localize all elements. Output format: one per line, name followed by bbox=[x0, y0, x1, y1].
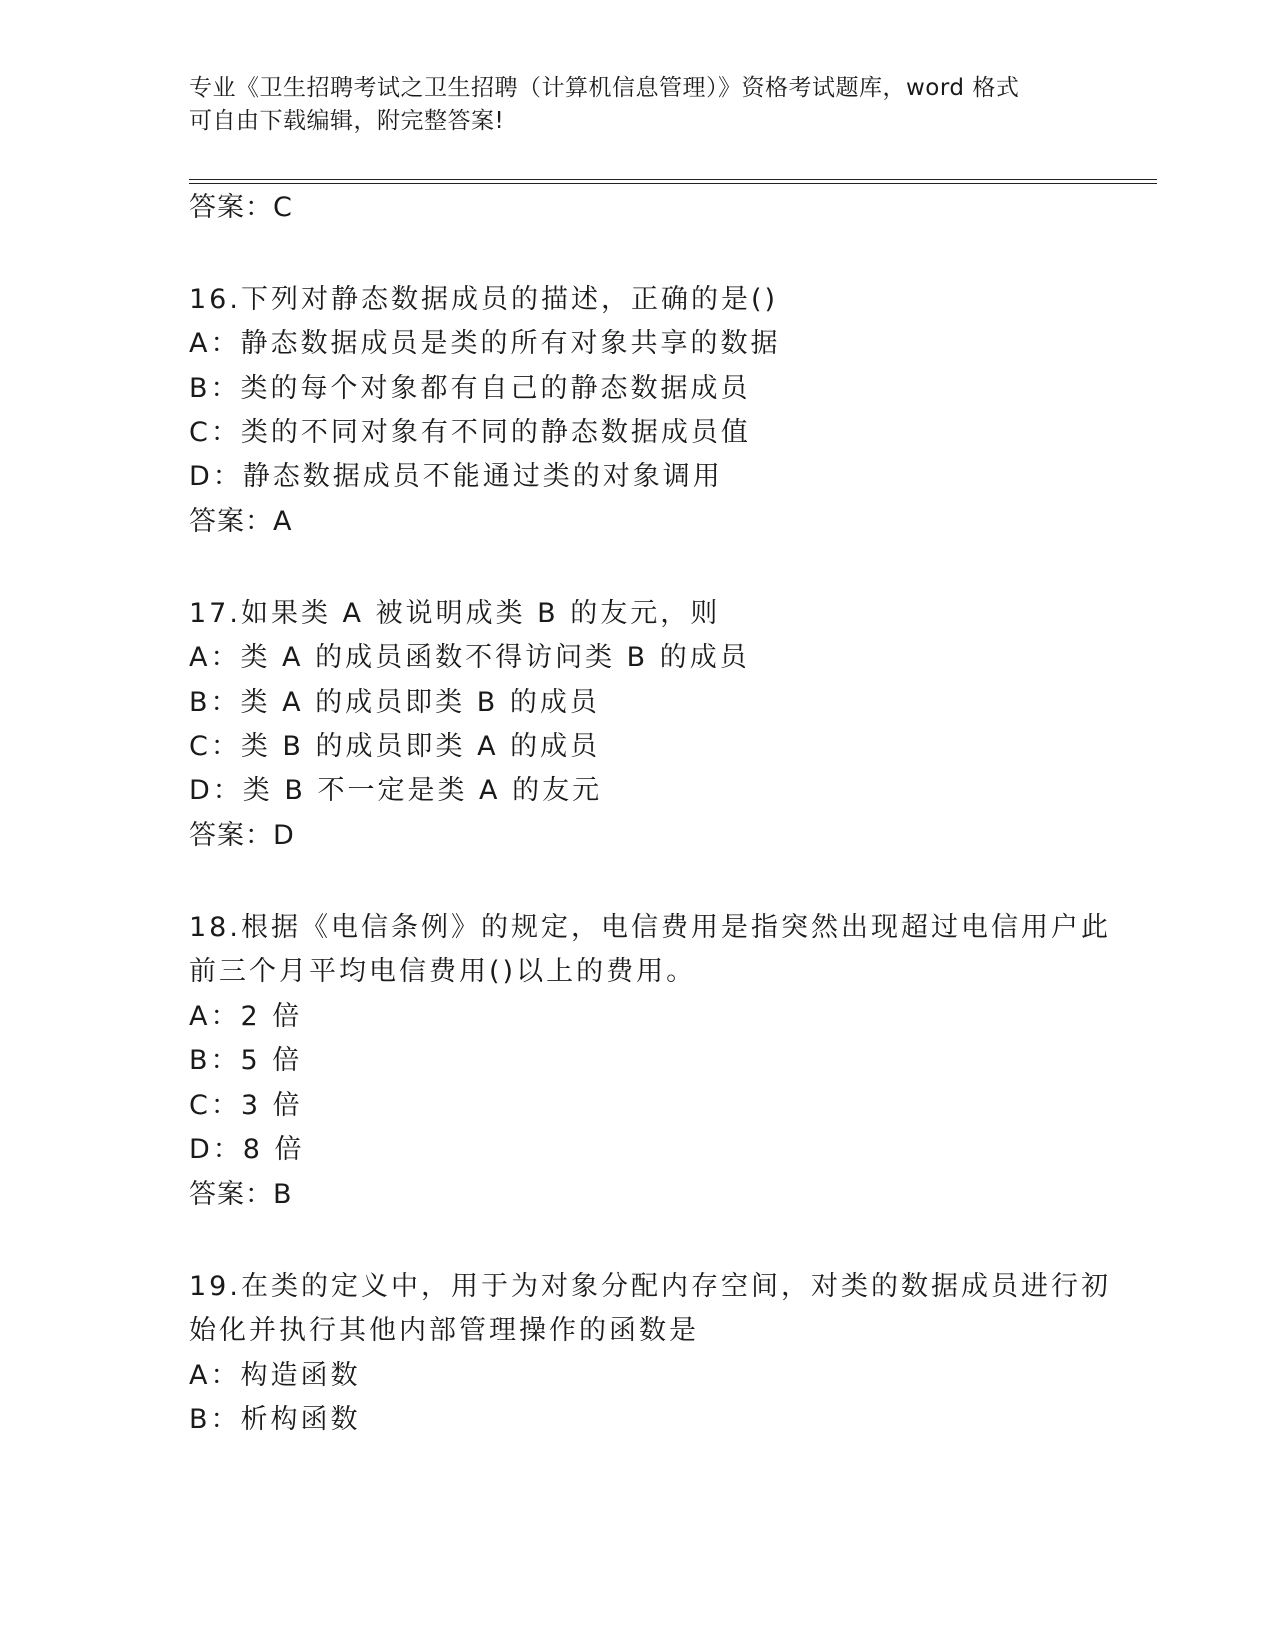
question-16-option-c: C：类的不同对象有不同的静态数据成员值 bbox=[189, 417, 751, 448]
question-18-text-line-2: 前三个月平均电信费用()以上的费用。 bbox=[189, 956, 697, 987]
answer-prev: 答案：C bbox=[189, 192, 293, 223]
question-19-option-a: A：构造函数 bbox=[189, 1360, 361, 1391]
question-17-answer: 答案：D bbox=[189, 820, 295, 851]
question-19-text-line-1: 19.在类的定义中，用于为对象分配内存空间，对类的数据成员进行初 bbox=[189, 1271, 1111, 1302]
question-18-option-c: C：3 倍 bbox=[189, 1090, 303, 1121]
header-divider-bottom bbox=[189, 183, 1157, 184]
question-18-text-line-1: 18.根据《电信条例》的规定，电信费用是指突然出现超过电信用户此 bbox=[189, 912, 1111, 943]
question-18-option-b: B：5 倍 bbox=[189, 1045, 303, 1076]
question-17-option-b: B：类 A 的成员即类 B 的成员 bbox=[189, 687, 600, 718]
question-17-text: 17.如果类 A 被说明成类 B 的友元，则 bbox=[189, 598, 721, 629]
question-16-answer: 答案：A bbox=[189, 506, 293, 537]
header-divider-top bbox=[189, 179, 1157, 180]
question-18-answer: 答案：B bbox=[189, 1179, 293, 1210]
question-18-option-d: D：8 倍 bbox=[189, 1134, 305, 1165]
question-16-text: 16.下列对静态数据成员的描述，正确的是() bbox=[189, 284, 779, 315]
question-17-option-c: C：类 B 的成员即类 A 的成员 bbox=[189, 731, 601, 762]
question-17-option-d: D：类 B 不一定是类 A 的友元 bbox=[189, 775, 603, 806]
question-16-option-b: B：类的每个对象都有自己的静态数据成员 bbox=[189, 373, 751, 404]
question-19-text-line-2: 始化并执行其他内部管理操作的函数是 bbox=[189, 1315, 699, 1346]
question-16-option-a: A：静态数据成员是类的所有对象共享的数据 bbox=[189, 328, 781, 359]
question-18-option-a: A：2 倍 bbox=[189, 1001, 303, 1032]
question-16-option-d: D：静态数据成员不能通过类的对象调用 bbox=[189, 461, 723, 492]
question-17-option-a: A：类 A 的成员函数不得访问类 B 的成员 bbox=[189, 642, 750, 673]
question-19-option-b: B：析构函数 bbox=[189, 1404, 361, 1435]
document-header bbox=[189, 72, 1089, 138]
header-line-2: 可自由下载编辑，附完整答案! bbox=[189, 108, 505, 134]
header-line-1: 专业《卫生招聘考试之卫生招聘（计算机信息管理）》资格考试题库，word 格式 bbox=[189, 75, 1020, 101]
